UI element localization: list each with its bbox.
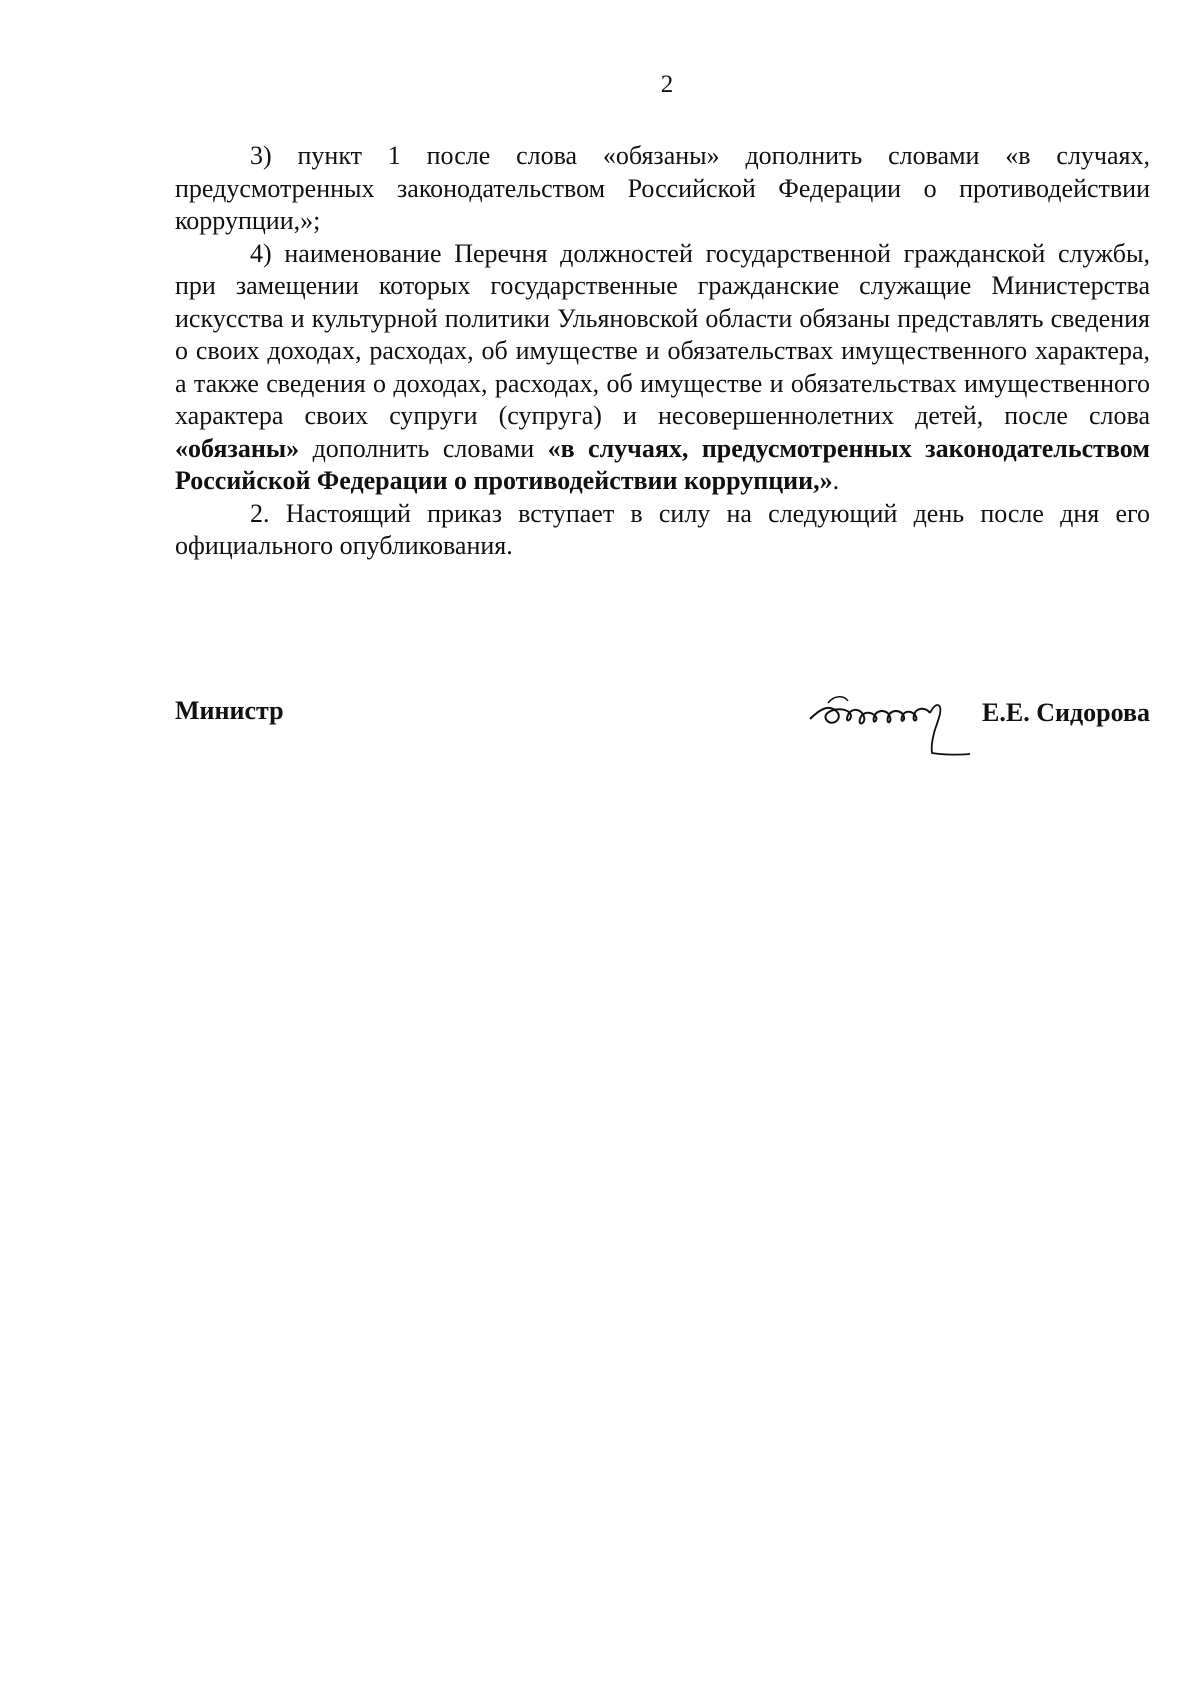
paragraph-item-4	[175, 238, 1150, 498]
signer-name: Е.Е. Сидорова	[982, 698, 1150, 727]
paragraph-item-2: 2. Настоящий приказ вступает в силу на следующий день после дня его официального опубликования.	[175, 498, 1150, 560]
signer-title: Министр	[175, 696, 284, 725]
page-number: 2	[660, 71, 674, 98]
paragraph-item-3: 3) пункт 1 после слова «обязаны» дополнить словами «в случаях, предусмотренных законодательством Российской Федерации о противодействии коррупции,»;	[175, 141, 1150, 235]
paragraph-4-text-2: дополнить словами	[299, 433, 548, 463]
signature-block	[175, 695, 1150, 765]
paragraph-4-end: .	[832, 466, 840, 495]
paragraph-4-text-1: 4) наименование Перечня должностей государственной гражданской службы, при замещении которых государственные гражданские служащие Министерства искусства и культурной политики Ульяновской области обязаны представлять сведения о своих доходах, расходах, об имуществе и обязательствах имущественного характера, а также сведения о доходах, расходах, об имуществе и обязательствах имущественного характера своих супруги (супруга) и несовершеннолетних детей, после слова	[175, 238, 1150, 430]
paragraph-4-bold-2: «в случаях, предусмотренных законодательством Российской Федерации о противодействии коррупции,»	[175, 433, 1150, 495]
handwritten-signature	[800, 685, 975, 765]
document-body	[175, 140, 1150, 563]
paragraph-4-bold-1: «обязаны»	[175, 433, 300, 463]
